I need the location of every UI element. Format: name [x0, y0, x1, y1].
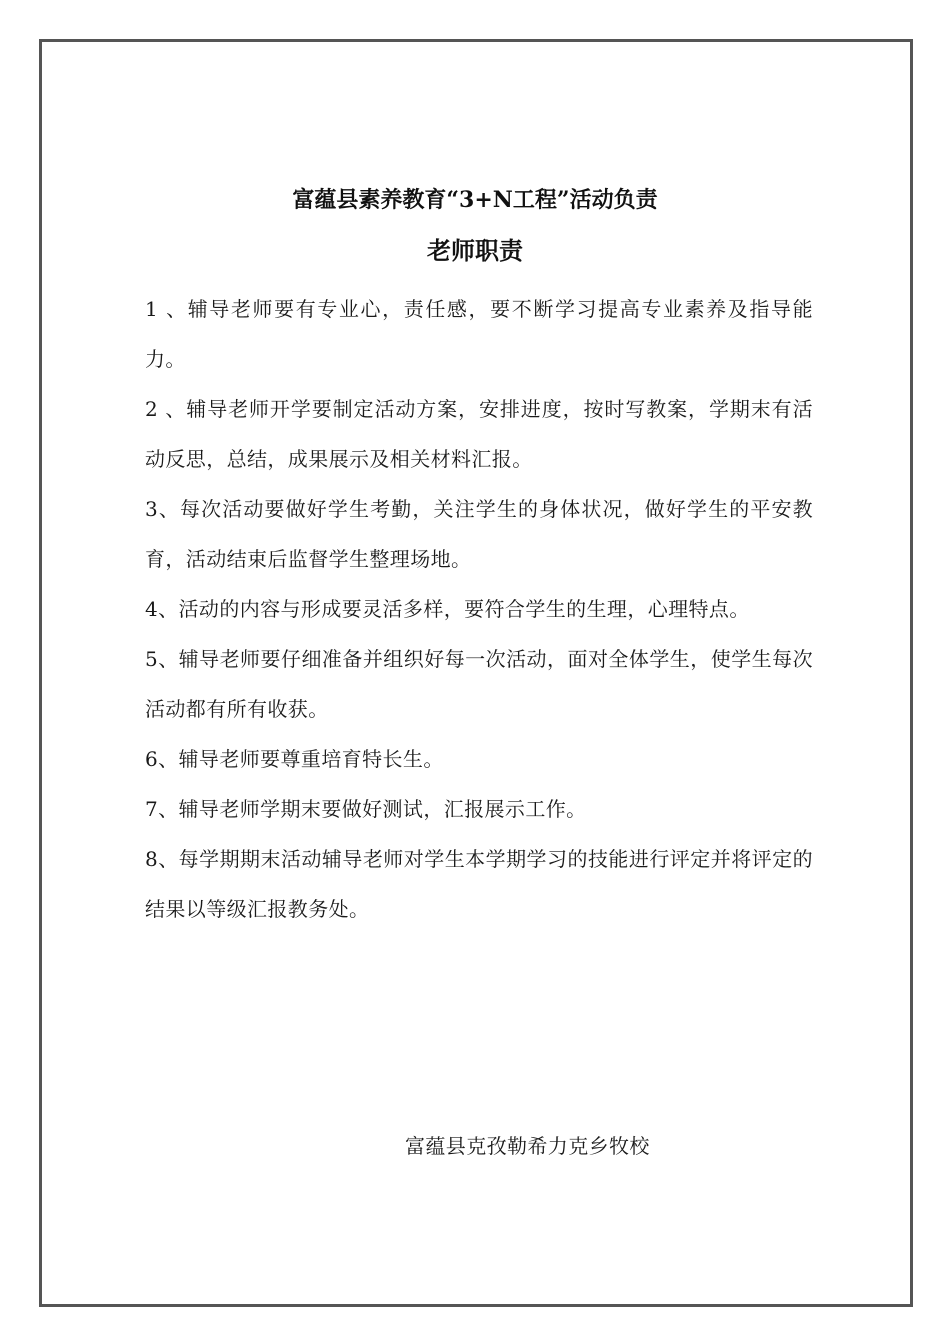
duties-list: [145, 284, 813, 934]
duty-item-8: 8、每学期期末活动辅导老师对学生本学期学习的技能进行评定并将评定的结果以等级汇报教务处。: [145, 847, 813, 921]
school-signature: 富蕴县克孜勒希力克乡牧校: [405, 1134, 650, 1158]
duty-item-5: 5、辅导老师要仔细准备并组织好每一次活动，面对全体学生，使学生每次活动都有所有收获。: [145, 647, 813, 721]
document-subtitle: 老师职责: [427, 236, 523, 265]
duty-item-3: 3、每次活动要做好学生考勤，关注学生的身体状况，做好学生的平安教育，活动结束后监督学生整理场地。: [145, 497, 813, 571]
duty-item-2: 2 、辅导老师开学要制定活动方案，安排进度，按时写教案，学期末有活动反思，总结，成果展示及相关材料汇报。: [145, 397, 813, 471]
duty-item-6: 6、辅导老师要尊重培育特长生。: [145, 747, 444, 771]
duty-item-1: 1 、辅导老师要有专业心，责任感，要不断学习提高专业素养及指导能力。: [145, 297, 813, 371]
duty-item-4: 4、活动的内容与形成要灵活多样，要符合学生的生理，心理特点。: [145, 597, 750, 621]
document-title: 富蕴县素养教育“3+N工程”活动负责: [292, 187, 658, 213]
duty-item-7: 7、辅导老师学期末要做好测试，汇报展示工作。: [145, 797, 587, 821]
